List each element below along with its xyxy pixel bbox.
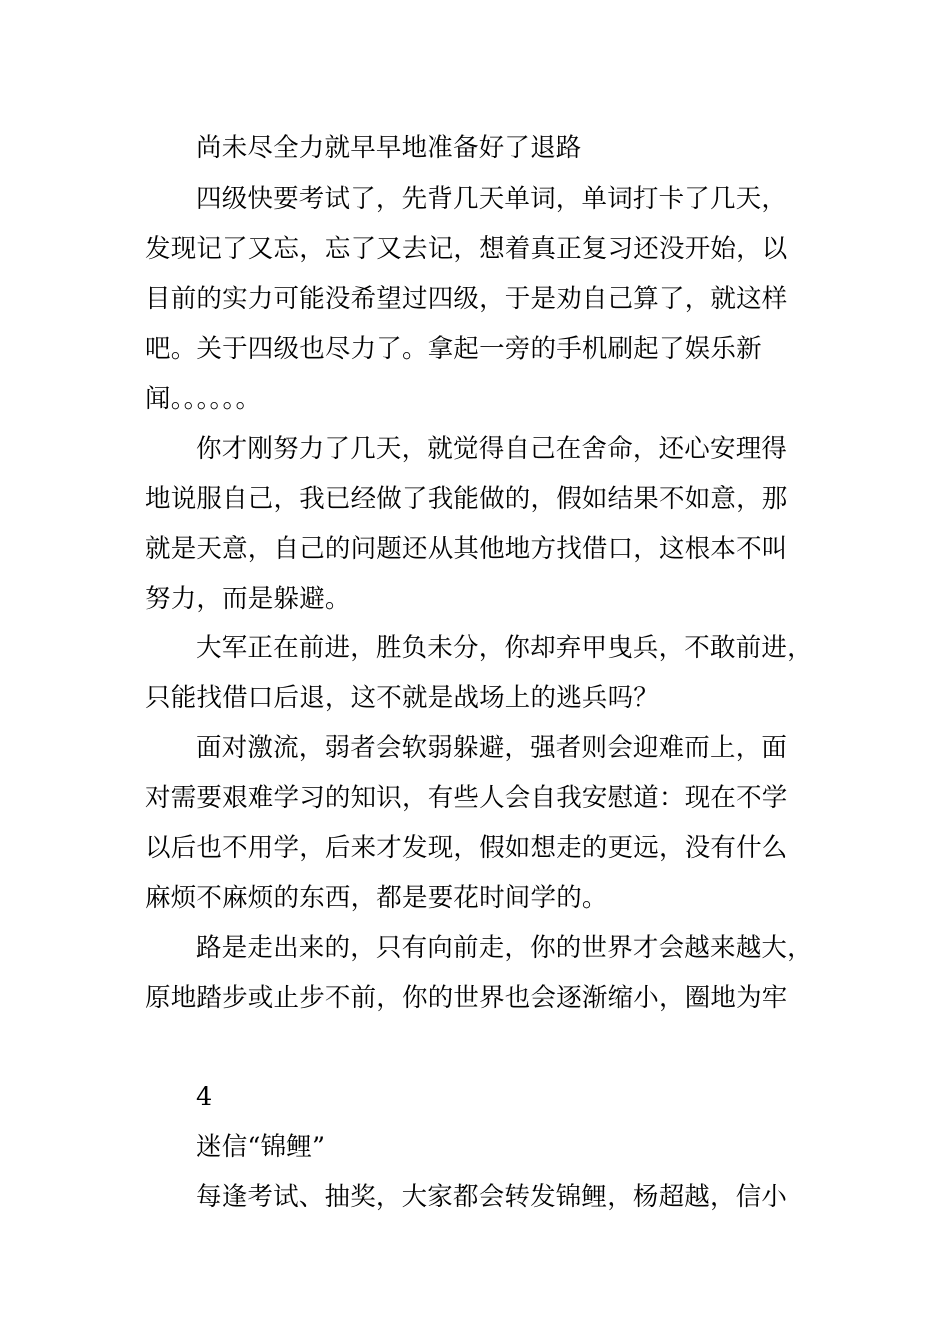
section-number: 4	[196, 1082, 213, 1112]
paragraph-line: 原地踏步或止步不前，你的世界也会逐渐缩小，圈地为牢	[145, 983, 788, 1013]
paragraph-line: 以后也不用学，后来才发现，假如想走的更远，没有什么	[145, 833, 788, 863]
paragraph-line: 你才刚努力了几天，就觉得自己在舍命，还心安理得	[196, 434, 788, 464]
paragraph-line: 吧。关于四级也尽力了。拿起一旁的手机刷起了娱乐新	[145, 334, 762, 364]
paragraph-line: 努力，而是躲避。	[145, 584, 351, 614]
paragraph-line: 对需要艰难学习的知识，有些人会自我安慰道：现在不学	[145, 783, 788, 813]
paragraph-line: 目前的实力可能没希望过四级，于是劝自己算了，就这样	[145, 284, 788, 314]
paragraph-line: 麻烦不麻烦的东西，都是要花时间学的。	[145, 883, 608, 913]
paragraph-line: 每逢考试、抽奖，大家都会转发锦鲤，杨超越，信小	[196, 1182, 788, 1212]
paragraph-line: 只能找借口后退，这不就是战场上的逃兵吗？	[145, 683, 660, 713]
paragraph-line: 就是天意，自己的问题还从其他地方找借口，这根本不叫	[145, 534, 788, 564]
paragraph-line: 面对激流，弱者会软弱躲避，强者则会迎难而上，面	[196, 733, 788, 763]
paragraph-line: 大军正在前进，胜负未分，你却弃甲曳兵，不敢前进，	[196, 633, 813, 663]
paragraph-line: 路是走出来的，只有向前走，你的世界才会越来越大，	[196, 933, 813, 963]
paragraph-line: 四级快要考试了，先背几天单词，单词打卡了几天，	[196, 184, 788, 214]
section-heading-koi: 迷信“锦鲤”	[196, 1132, 326, 1162]
paragraph-line: 闻。。。。。。	[145, 384, 262, 414]
section-heading-retreat: 尚未尽全力就早早地准备好了退路	[196, 133, 582, 163]
paragraph-line: 地说服自己，我已经做了我能做的，假如结果不如意，那	[145, 484, 788, 514]
paragraph-line: 发现记了又忘，忘了又去记，想着真正复习还没开始，以	[145, 234, 788, 264]
